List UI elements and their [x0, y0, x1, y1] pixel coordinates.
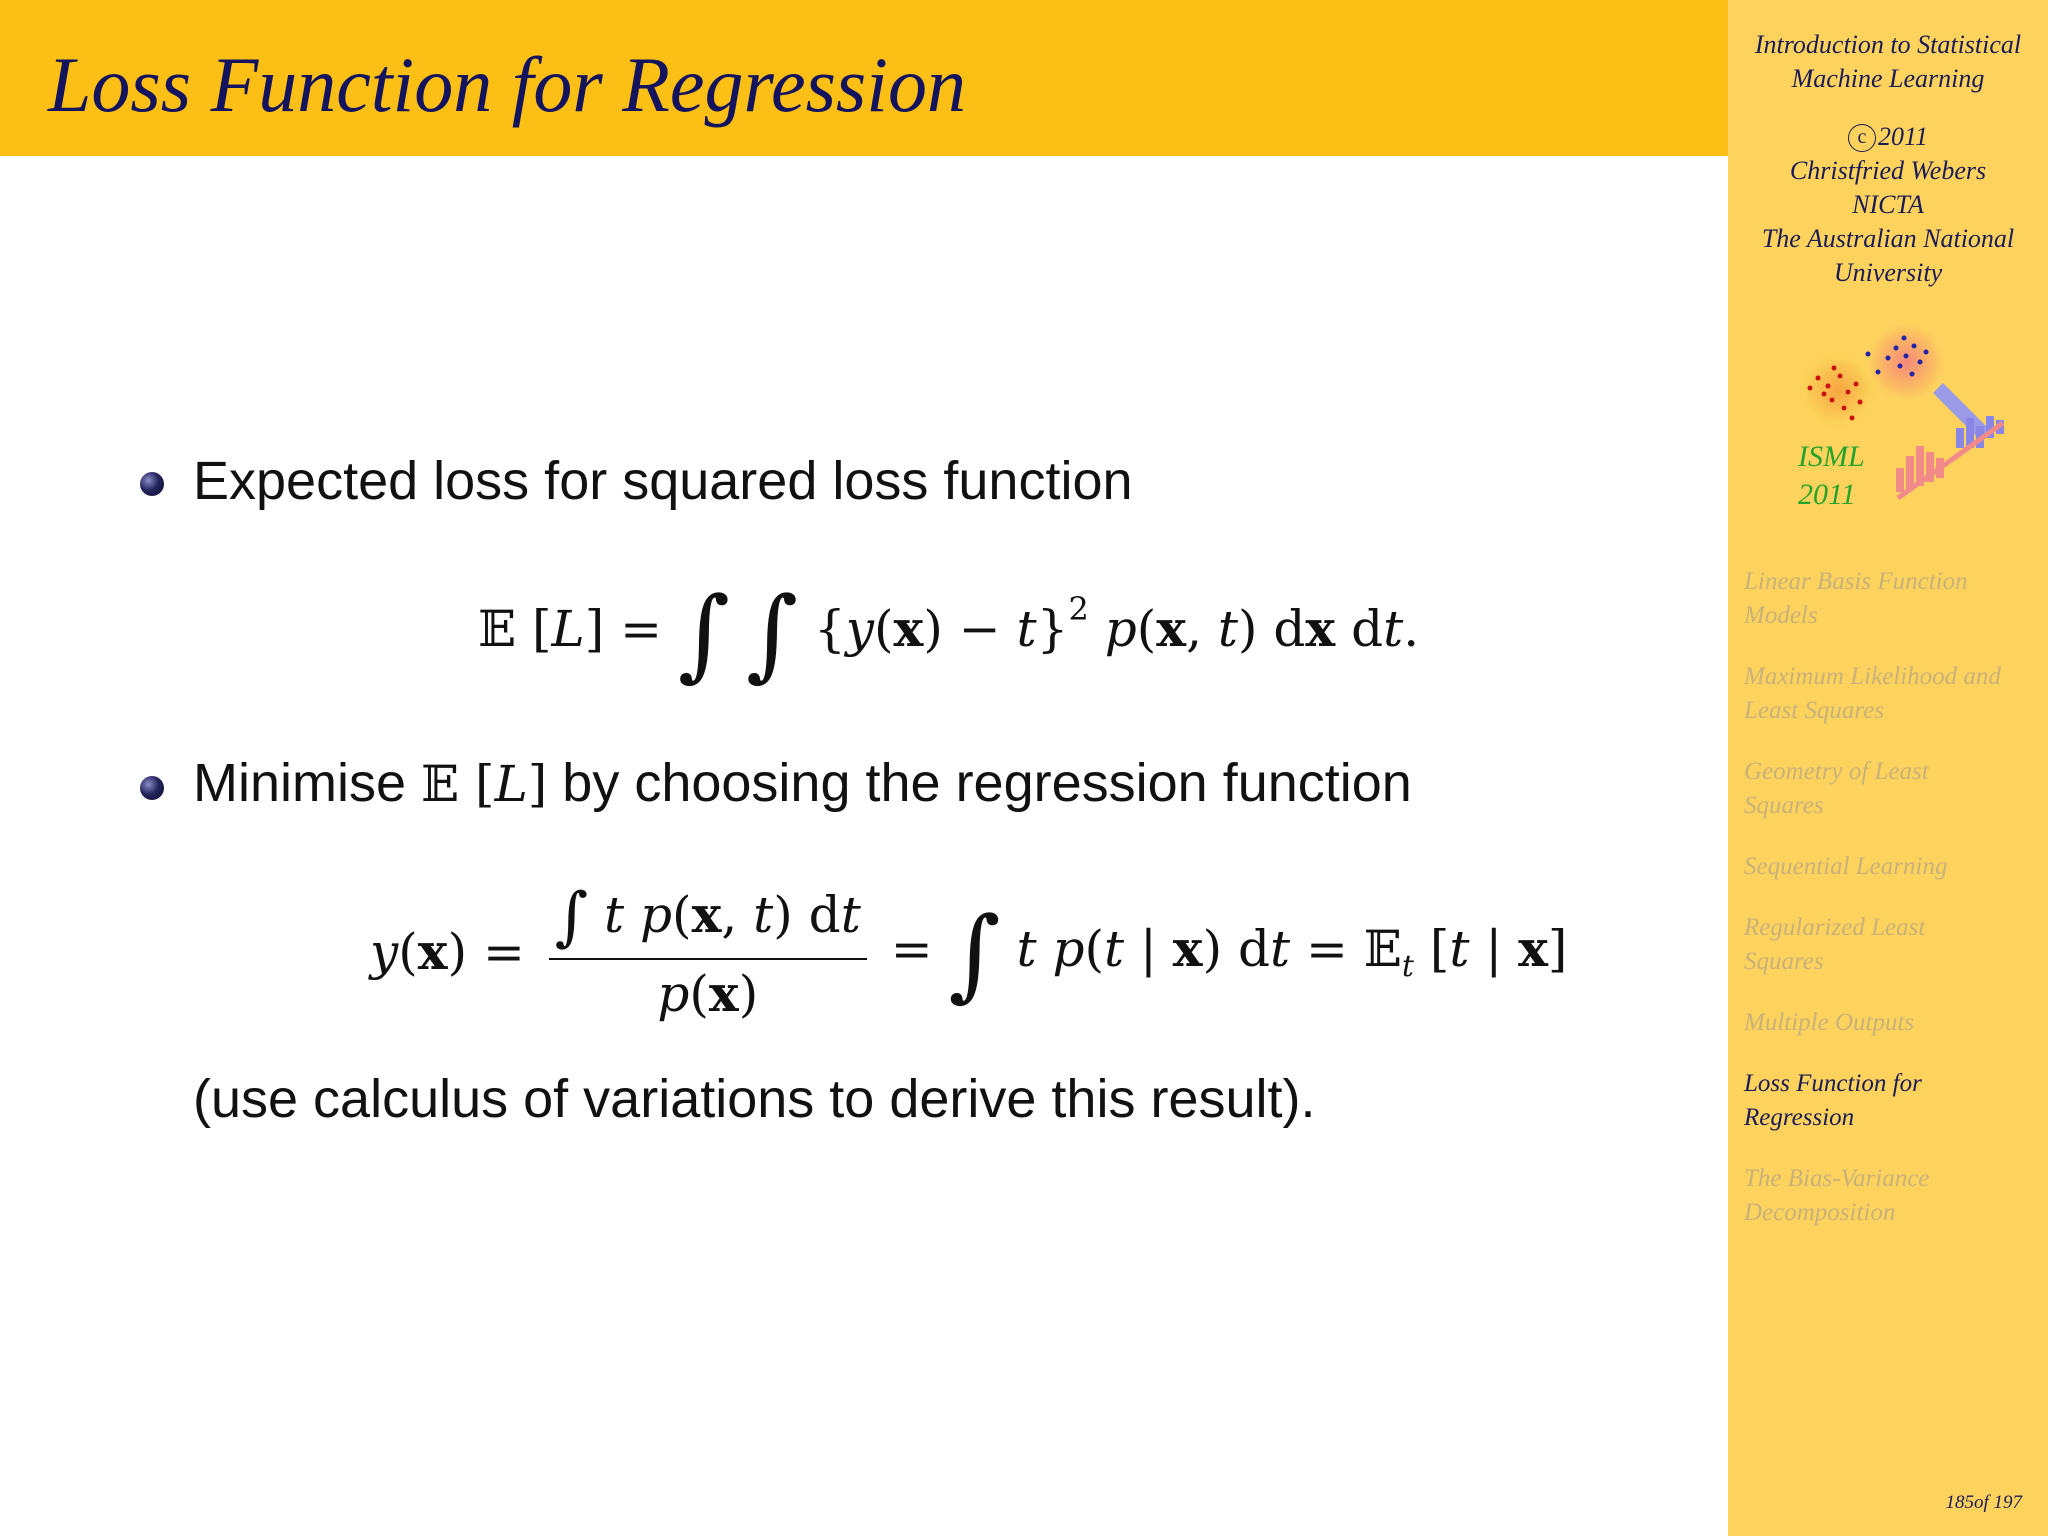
nav-item-linear-basis[interactable]: Linear Basis Function Models: [1744, 568, 1968, 629]
credit-block: [1728, 120, 2048, 290]
author-name: Christfried Webers: [1789, 156, 1987, 185]
bullet-marker: [140, 776, 164, 800]
slide-header: [0, 0, 1728, 156]
calculus-note: (use calculus of variations to derive this result).: [193, 1069, 1316, 1129]
nav-item-regularized[interactable]: Regularized Least Squares: [1744, 914, 1926, 975]
nav-item-loss-function[interactable]: Loss Function for Regression: [1744, 1070, 1922, 1131]
org-nicta: NICTA: [1852, 190, 1924, 219]
isml-logo: [1728, 318, 2048, 518]
bullet-2-text: [193, 752, 1412, 814]
course-title: [1728, 28, 2048, 96]
equation-expected-loss: 𝔼 [L] = ∫ ∫ $\{y(x) - t\}^2$ p(x, t) dx dt.: [478, 575, 1420, 692]
sidebar: [1728, 0, 2048, 1536]
bullet-1-text: Expected loss for squared loss function: [193, 451, 1133, 511]
copyright-line: [1728, 120, 2048, 154]
bullet-2-prefix: Minimise: [193, 753, 407, 813]
section-nav: [1744, 565, 2040, 1257]
slide-title: Loss Function for Regression: [48, 41, 966, 128]
bullet-marker: [140, 472, 164, 496]
logo-graphic-icon: [1728, 318, 2048, 518]
nav-item-bias-variance[interactable]: The Bias-Variance Decomposition: [1744, 1165, 1930, 1226]
nav-item-multiple-outputs[interactable]: Multiple Outputs: [1744, 1009, 1915, 1036]
fraction: $\frac{\text{∫ t p(x, t) dt}}{p(x)}$: [549, 880, 867, 1023]
equation-regression-function: y(x) = $\frac{\text{∫ t p(x, t) dt}}{p(x)}$ = ∫ t p(t | x) dt = 𝔼$_t$ [t | x]: [370, 880, 1568, 1023]
nav-item-max-likelihood[interactable]: Maximum Likelihood and Least Squares: [1744, 663, 2001, 724]
nav-item-sequential[interactable]: Sequential Learning: [1744, 853, 1948, 880]
page-number: 185of 197: [1945, 1492, 2022, 1513]
course-title-text: Introduction to Statistical Machine Learning: [1754, 30, 2022, 93]
bullet-2-suffix: by choosing the regression function: [562, 753, 1412, 813]
copyright-icon: c: [1848, 124, 1876, 152]
org-anu: The Australian National University: [1761, 224, 2015, 287]
logo-text: ISML 2011: [1798, 440, 1865, 511]
inline-expectation: 𝔼 [L]: [421, 755, 548, 813]
nav-item-geometry[interactable]: Geometry of Least Squares: [1744, 758, 1929, 819]
copyright-year: 2011: [1877, 122, 1929, 151]
